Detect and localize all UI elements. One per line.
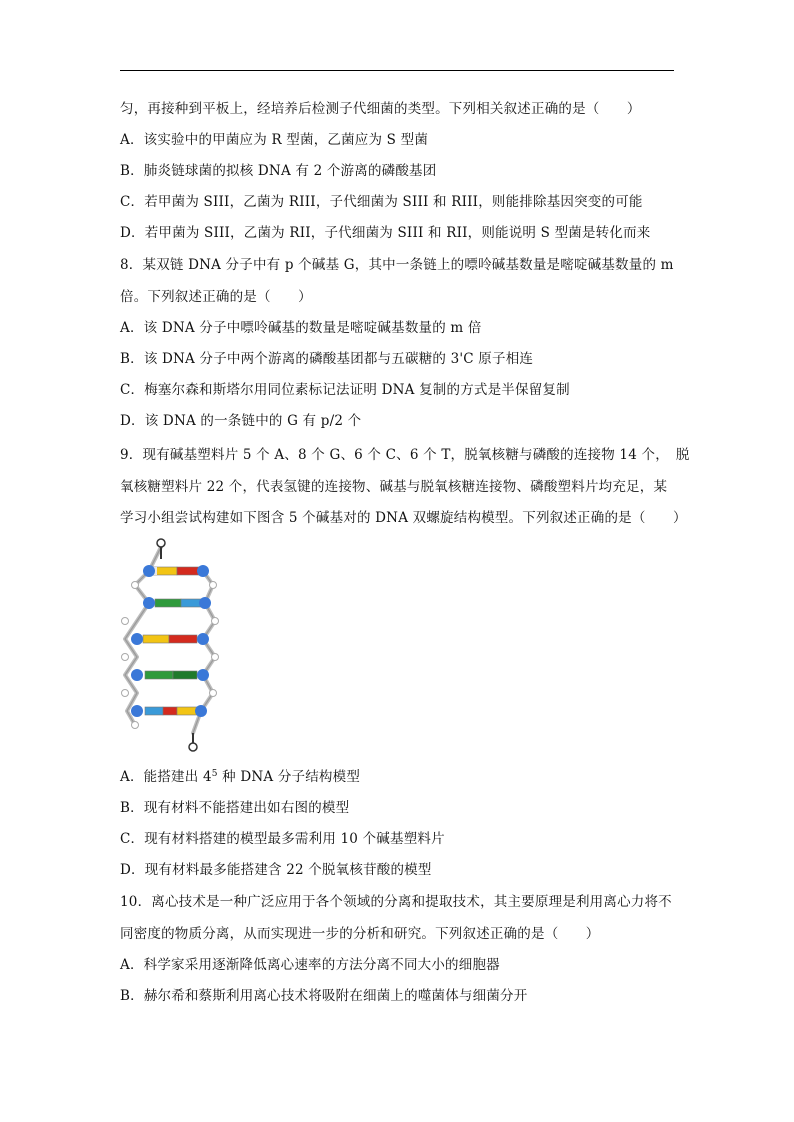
- q10-option-b: B．赫尔希和蔡斯利用离心技术将吸附在细菌上的噬菌体与细菌分开: [120, 988, 528, 1004]
- q9-option-a: [120, 768, 680, 786]
- q7-option-a: A．该实验中的甲菌应为 R 型菌，乙菌应为 S 型菌: [120, 132, 429, 148]
- q9-option-a-text-end: 种 DNA 分子结构模型: [217, 769, 361, 785]
- question-8-stem-cont: 倍。下列叙述正确的是（ ）: [120, 289, 312, 305]
- question-9-stem-cont2: 学习小组尝试构建如下图含 5 个碱基对的 DNA 双螺旋结构模型。下列叙述正确的是（ ）: [120, 510, 687, 526]
- question-7-stem-end: 匀，再接种到平板上，经培养后检测子代细菌的类型。下列相关叙述正确的是（ ）: [120, 101, 641, 117]
- question-9-stem: 9．现有碱基塑料片 5 个 A、8 个 G、6 个 C、6 个 T，脱氧核糖与磷酸的连接物 14 个， 脱: [120, 447, 690, 463]
- question-9-stem-cont: 氧核糖塑料片 22 个，代表氢键的连接物、碱基与脱氧核糖连接物、磷酸塑料片均充足，某: [120, 479, 668, 495]
- question-8-stem: 8．某双链 DNA 分子中有 p 个碱基 G，其中一条链上的嘌呤碱基数量是嘧啶碱基数量的 m: [120, 257, 674, 273]
- q7-option-b: B．肺炎链球菌的拟核 DNA 有 2 个游离的磷酸基团: [120, 163, 437, 179]
- base-pair-3: [131, 633, 209, 645]
- q9-option-b: B．现有材料不能搭建出如右图的模型: [120, 800, 350, 816]
- base-pair-2: [143, 597, 211, 609]
- strand-end-top-icon: [157, 539, 165, 547]
- q8-option-a: A．该 DNA 分子中嘌呤碱基的数量是嘧啶碱基数量的 m 倍: [120, 320, 482, 336]
- q8-option-b: B．该 DNA 分子中两个游离的磷酸基团都与五碳糖的 3'C 原子相连: [120, 351, 534, 367]
- question-10-stem: 10．离心技术是一种广泛应用于各个领域的分离和提取技术，其主要原理是利用离心力将不: [120, 894, 672, 910]
- q7-option-d: D．若甲菌为 SIII，乙菌为 RII，子代细菌为 SIII 和 RII，则能说明 S 型菌是转化而来: [120, 225, 651, 241]
- q9-option-d: D．现有材料最多能搭建含 22 个脱氧核苷酸的模型: [120, 862, 432, 878]
- base-pair-1: [143, 565, 209, 577]
- q8-option-c: C．梅塞尔森和斯塔尔用同位素标记法证明 DNA 复制的方式是半保留复制: [120, 382, 570, 398]
- q9-option-a-text: A．能搭建出 4: [120, 769, 212, 785]
- q9-option-c: C．现有材料搭建的模型最多需利用 10 个碱基塑料片: [120, 831, 445, 847]
- dna-model-figure: [115, 535, 225, 755]
- question-10-stem-cont: 同密度的物质分离，从而实现进一步的分析和研究。下列叙述正确的是（ ）: [120, 926, 600, 942]
- q9-option-a-exponent: 5: [211, 769, 218, 779]
- base-pair-5: [131, 705, 207, 717]
- q7-option-c: C．若甲菌为 SIII，乙菌为 RIII，子代细菌为 SIII 和 RIII，则能排除基因突变的可能: [120, 194, 643, 210]
- base-pair-4: [131, 669, 209, 681]
- strand-end-bottom-icon: [189, 743, 197, 751]
- q8-option-d: D．该 DNA 的一条链中的 G 有 p/2 个: [120, 413, 362, 429]
- header-rule: [120, 70, 674, 71]
- q10-option-a: A．科学家采用逐渐降低离心速率的方法分离不同大小的细胞器: [120, 957, 500, 973]
